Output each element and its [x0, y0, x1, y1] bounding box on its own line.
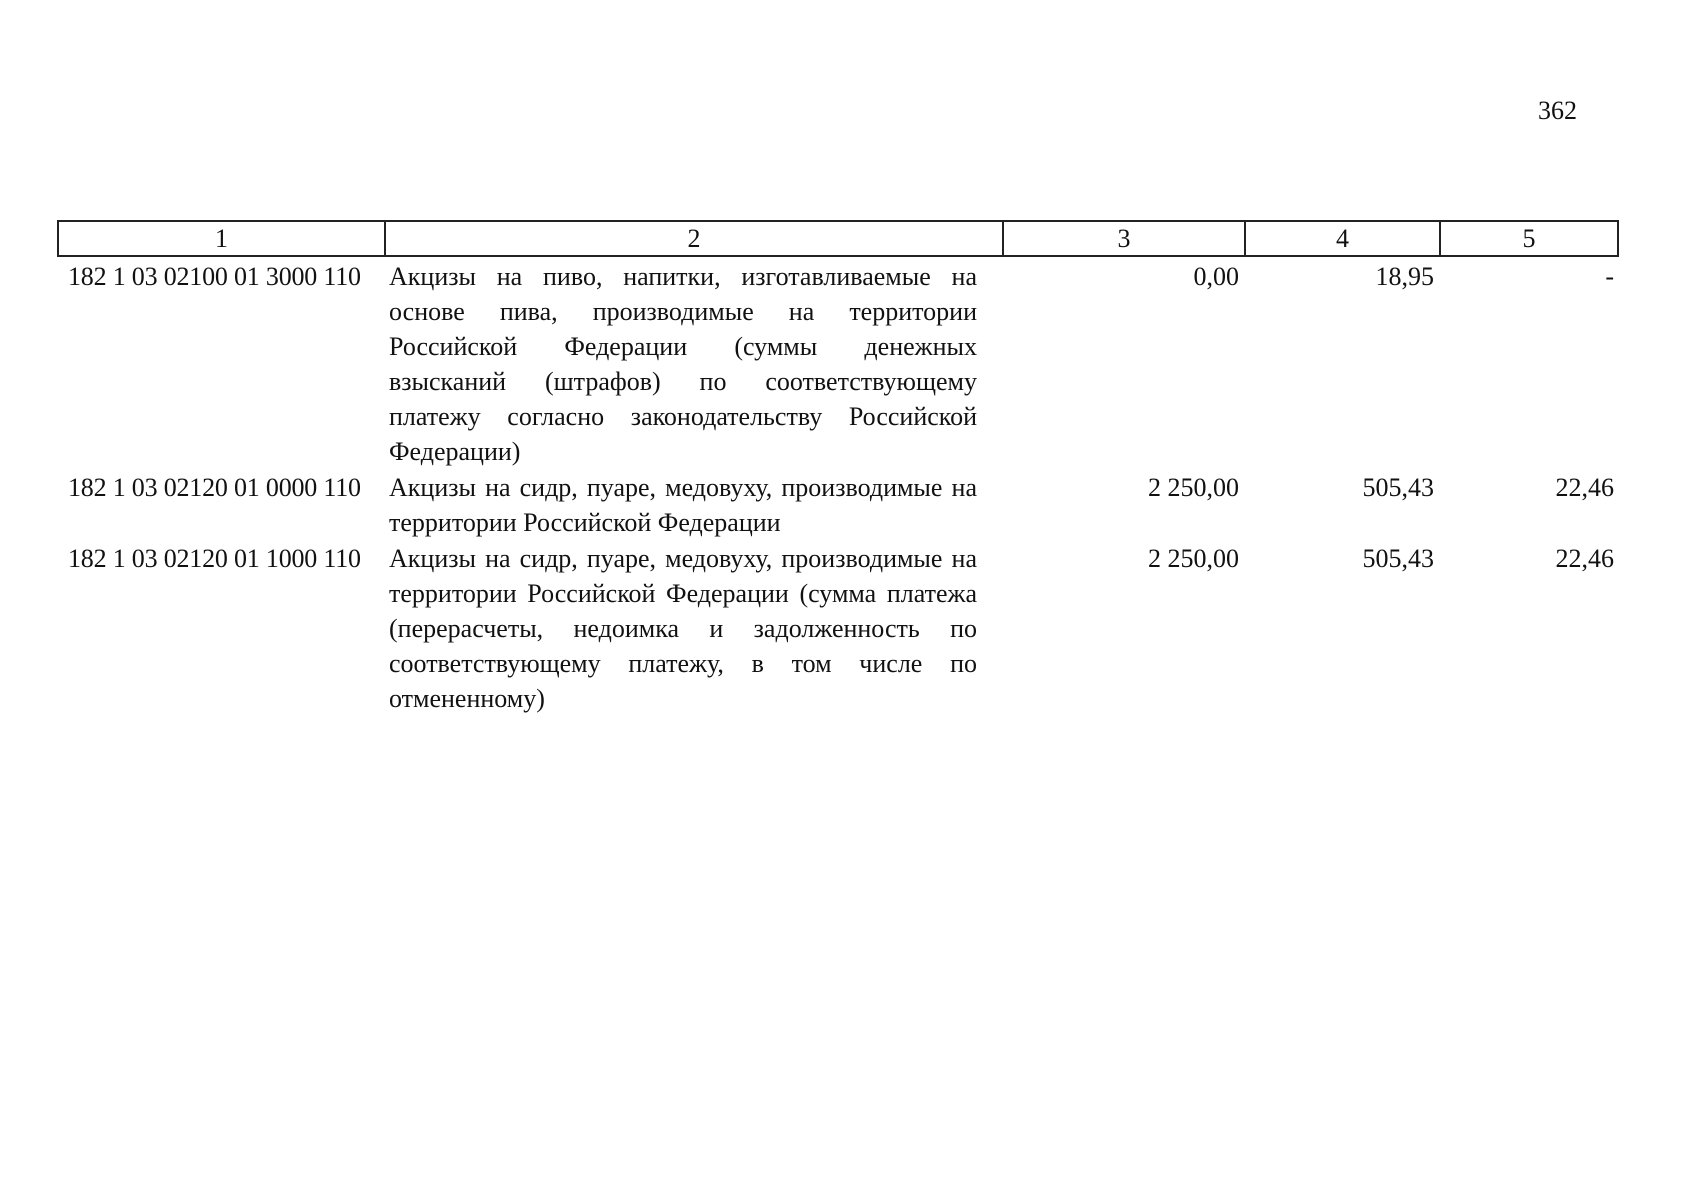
- page-number: 362: [1538, 96, 1577, 125]
- value-col3: 2 250,00: [1148, 473, 1239, 502]
- column-header-1: 1: [58, 221, 385, 256]
- value-col3: 2 250,00: [1148, 544, 1239, 573]
- table-header-row: [58, 221, 1618, 256]
- value-col3: 0,00: [1193, 262, 1239, 291]
- column-header-3: 3: [1003, 221, 1245, 256]
- table-row: [58, 469, 1618, 540]
- value-col4: 505,43: [1362, 473, 1434, 502]
- value-col5: 22,46: [1555, 473, 1614, 502]
- row-description: Акцизы на сидр, пуаре, медовуху, производимые на территории Российской Федерации: [389, 473, 977, 537]
- value-col5: -: [1605, 262, 1614, 291]
- column-header-4: 4: [1245, 221, 1440, 256]
- value-col4: 505,43: [1362, 544, 1434, 573]
- column-header-5: 5: [1440, 221, 1618, 256]
- budget-code: 182 1 03 02120 01 0000 110: [68, 473, 361, 502]
- budget-code: 182 1 03 02100 01 3000 110: [68, 262, 361, 291]
- row-description: Акцизы на сидр, пуаре, медовуху, производимые на территории Российской Федерации (сумма платежа (перерасчеты, недоимка и задолженность по соответствующему платежу, в том числе по отмененному): [389, 544, 977, 713]
- value-col5: 22,46: [1555, 544, 1614, 573]
- column-header-2: 2: [385, 221, 1003, 256]
- value-col4: 18,95: [1375, 262, 1434, 291]
- table-row: [58, 256, 1618, 469]
- table-row: [58, 540, 1618, 716]
- budget-code: 182 1 03 02120 01 1000 110: [68, 544, 361, 573]
- budget-table: [57, 220, 1619, 716]
- row-description: Акцизы на пиво, напитки, изготавливаемые на основе пива, производимые на территории Российской Федерации (суммы денежных взысканий (штрафов) по соответствующему платежу согласно законодательству Российской Федерации): [389, 262, 977, 466]
